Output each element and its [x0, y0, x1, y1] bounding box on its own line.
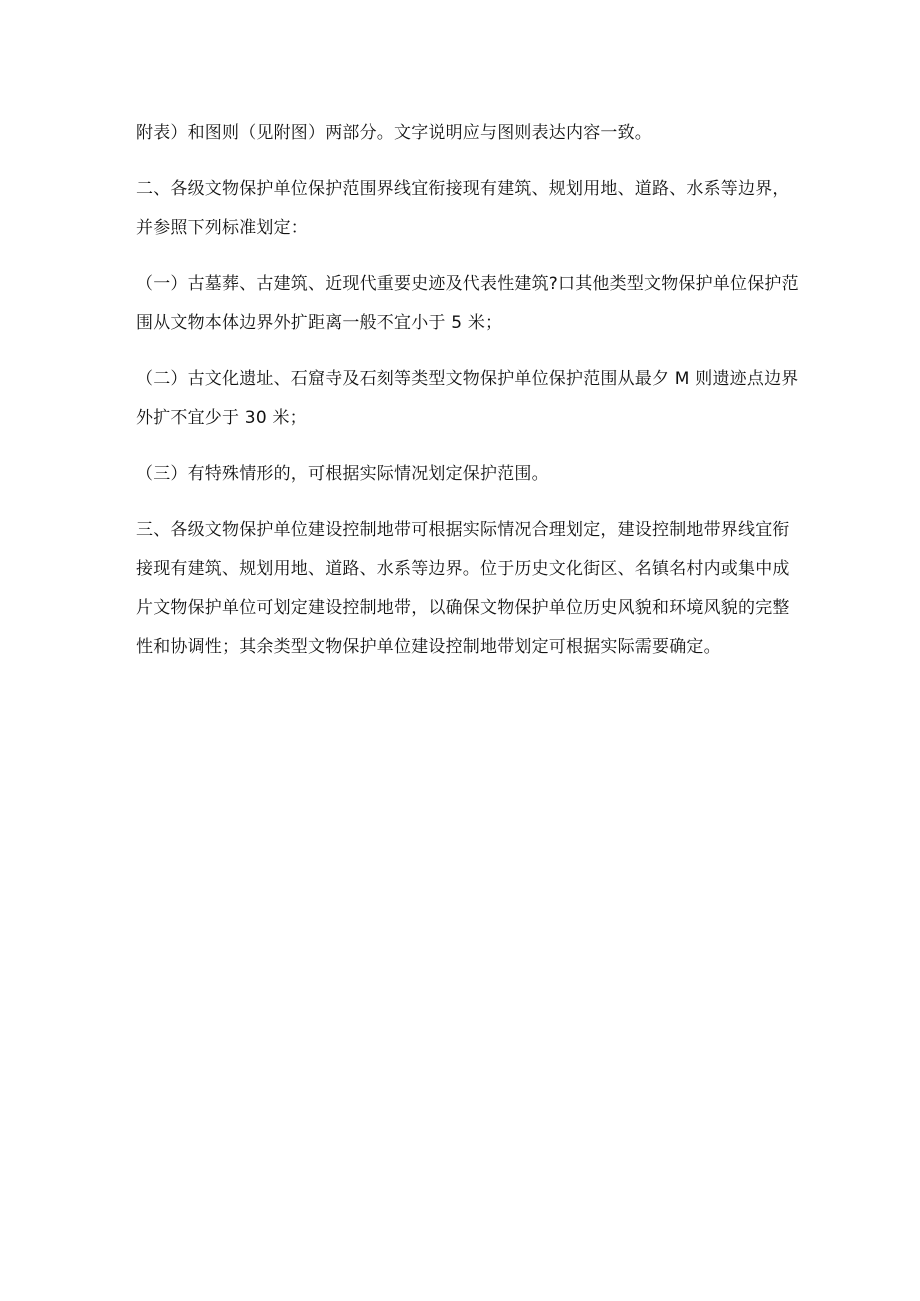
paragraph-line: 围从文物本体边界外扩距离一般不宜小于 5 米； — [136, 313, 503, 333]
paragraph-section-3 — [136, 511, 796, 667]
paragraph-line: 二、各级文物保护单位保护范围界线宜衔接现有建筑、规划用地、道路、水系等边界， — [136, 179, 790, 199]
paragraph-line: （一）古墓葬、古建筑、近现代重要史迹及代表性建筑?口其他类型文物保护单位保护范 — [136, 274, 799, 294]
paragraph-line: 并参照下列标准划定： — [136, 218, 308, 238]
paragraph-item-1 — [136, 265, 799, 343]
paragraph-line: 外扩不宜少于 30 米； — [136, 408, 307, 428]
paragraph-item-3 — [136, 455, 796, 494]
paragraph-line: 片文物保护单位可划定建设控制地带，以确保文物保护单位历史风貌和环境风貌的完整 — [136, 598, 790, 618]
paragraph-line: 附表）和图则（见附图）两部分。文字说明应与图则表达内容一致。 — [136, 123, 652, 143]
paragraph-line: （二）古文化遗址、石窟寺及石刻等类型文物保护单位保护范围从最夕 M 则遗迹点边界 — [136, 369, 799, 389]
paragraph-item-2 — [136, 360, 799, 438]
paragraph-attachments — [136, 114, 796, 153]
document-body — [136, 114, 799, 667]
paragraph-line: 性和协调性；其余类型文物保护单位建设控制地带划定可根据实际需要确定。 — [136, 637, 721, 657]
paragraph-line: 接现有建筑、规划用地、道路、水系等边界。位于历史文化街区、名镇名村内或集中成 — [136, 559, 790, 579]
paragraph-section-2 — [136, 170, 796, 248]
paragraph-line: （三）有特殊情形的，可根据实际情况划定保护范围。 — [136, 464, 549, 484]
paragraph-line: 三、各级文物保护单位建设控制地带可根据实际情况合理划定，建设控制地带界线宜衔 — [136, 520, 790, 540]
